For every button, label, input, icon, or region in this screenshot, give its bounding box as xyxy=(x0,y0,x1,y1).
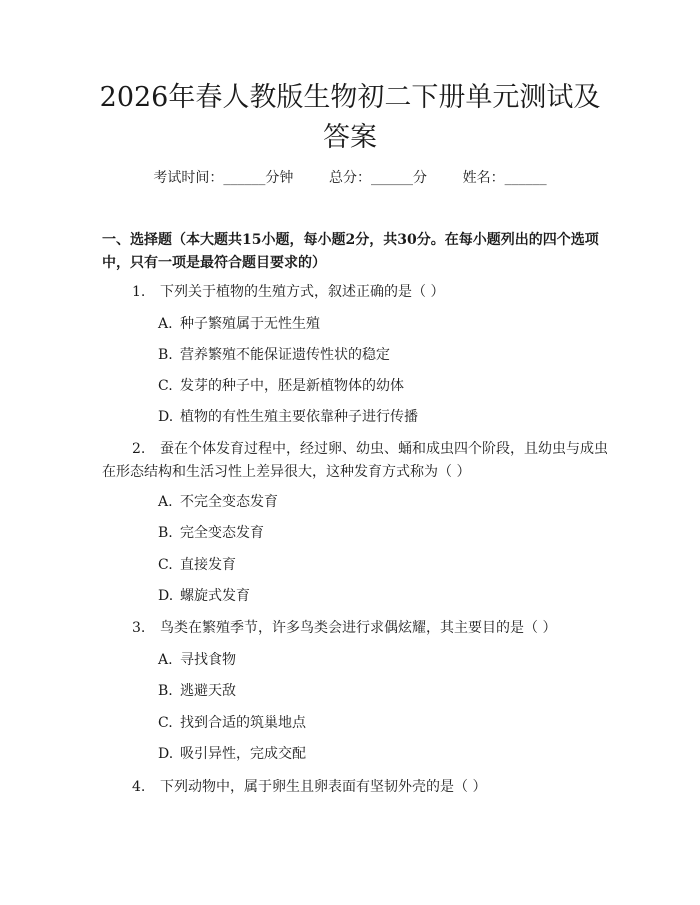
option-text: 不完全变态发育 xyxy=(180,494,278,510)
section-heading: 一、选择题（本大题共15小题，每小题2分，共30分。在每小题列出的四个选项中，只有一项是最符合题目要求的） xyxy=(102,232,599,271)
option-text: 寻找食物 xyxy=(180,652,236,668)
question-number: 4. xyxy=(132,779,146,795)
student-name-blank: ______ xyxy=(504,170,547,186)
question-4 xyxy=(102,776,614,799)
question-2-option-b xyxy=(158,522,608,544)
option-letter: B. xyxy=(158,683,173,699)
option-letter: B. xyxy=(158,347,173,363)
option-letter: D. xyxy=(158,746,174,762)
question-3 xyxy=(102,617,614,640)
option-text: 植物的有性生殖主要依靠种子进行传播 xyxy=(180,409,418,425)
option-letter: D. xyxy=(158,588,174,604)
question-number: 3. xyxy=(132,620,146,636)
exam-time-unit: 分钟 xyxy=(265,170,294,186)
option-letter: C. xyxy=(158,378,173,394)
option-text: 完全变态发育 xyxy=(180,525,264,541)
question-1-option-c xyxy=(158,375,608,397)
option-text: 找到合适的筑巢地点 xyxy=(180,715,306,731)
question-3-option-c xyxy=(158,712,608,734)
option-text: 吸引异性，完成交配 xyxy=(180,746,306,762)
option-letter: A. xyxy=(158,316,173,332)
total-score-blank: ______ xyxy=(371,170,413,186)
question-2-option-d xyxy=(158,585,608,607)
option-text: 发芽的种子中，胚是新植物体的幼体 xyxy=(180,378,404,394)
exam-info-line xyxy=(0,167,700,189)
exam-time-blank: ______ xyxy=(223,170,266,186)
option-letter: C. xyxy=(158,557,173,573)
option-text: 逃避天敌 xyxy=(180,683,236,699)
question-number: 2. xyxy=(132,441,146,457)
option-text: 直接发育 xyxy=(180,557,236,573)
question-1-option-a xyxy=(158,313,608,335)
question-1-option-d xyxy=(158,406,608,428)
student-name-label: 姓名： xyxy=(462,170,505,186)
question-1-option-b xyxy=(158,344,608,366)
page-title: 2026年春人教版生物初二下册单元测试及答案 xyxy=(99,82,601,153)
option-letter: D. xyxy=(158,409,174,425)
question-text: 蚕在个体发育过程中，经过卵、幼虫、蛹和成虫四个阶段，且幼虫与成虫在形态结构和生活习性上差异很大，这种发育方式称为（ ） xyxy=(102,441,608,480)
option-text: 螺旋式发育 xyxy=(180,588,250,604)
question-2-option-c xyxy=(158,554,608,576)
option-letter: A. xyxy=(158,652,173,668)
question-3-option-d xyxy=(158,743,608,765)
total-score-label: 总分： xyxy=(329,170,371,186)
option-text: 营养繁殖不能保证遗传性状的稳定 xyxy=(180,347,390,363)
question-text: 下列关于植物的生殖方式，叙述正确的是（ ） xyxy=(160,284,445,300)
question-text: 鸟类在繁殖季节，许多鸟类会进行求偶炫耀，其主要目的是（ ） xyxy=(160,620,557,636)
option-letter: C. xyxy=(158,715,173,731)
total-score-unit: 分 xyxy=(413,170,427,186)
question-text: 下列动物中，属于卵生且卵表面有坚韧外壳的是（ ） xyxy=(160,779,487,795)
exam-time-label: 考试时间： xyxy=(153,170,224,186)
question-2-option-a xyxy=(158,491,608,513)
question-2 xyxy=(102,438,614,484)
question-1 xyxy=(102,281,614,304)
option-text: 种子繁殖属于无性生殖 xyxy=(180,316,320,332)
question-3-option-b xyxy=(158,680,608,702)
option-letter: A. xyxy=(158,494,173,510)
question-number: 1. xyxy=(132,284,146,300)
question-3-option-a xyxy=(158,649,608,671)
option-letter: B. xyxy=(158,525,173,541)
